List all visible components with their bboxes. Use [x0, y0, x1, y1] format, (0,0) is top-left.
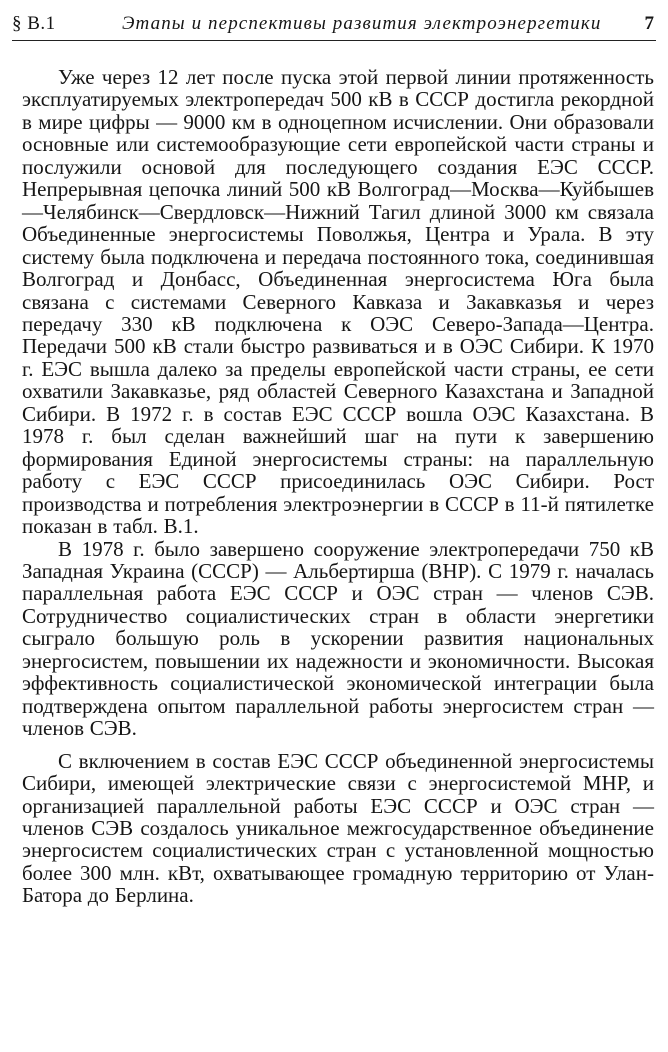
body-text — [22, 66, 654, 907]
paragraph-1: Уже через 12 лет после пуска этой первой линии протяженность эксплуатируемых электропередач 500 кВ в СССР достигла рекордной в мире цифры — 9000 км в одноцепном исчислении. Они образовали основные или системообразующие сети европейской части страны и послужили основой для последующего создания ЕЭС СССР. Непрерывная цепочка линий 500 кВ Волгоград—Москва—Куйбышев—Челябинск—Свердловск—Нижний Тагил длиной 3000 км связала Объединенные энергосистемы Поволжья, Центра и Урала. В эту систему была подключена и передача постоянного тока, соединившая Волгоград и Донбасс, Объединенная энергосистема Юга была связана с системами Северного Кавказа и Закавказья и через передачу 330 кВ подключена к ОЭС Северо-Запада—Центра. Передачи 500 кВ стали быстро развиваться и в ОЭС Сибири. К 1970 г. ЕЭС вышла далеко за пределы европейской части страны, ее сети охватили Закавказье, ряд областей Северного Казахстана и Западной Сибири. В 1972 г. в состав ЕЭС СССР вошла ОЭС Казахстана. В 1978 г. был сделан важнейший шаг на пути к завершению формирования Единой энергосистемы страны: на параллельную работу с ЕЭС СССР присоединилась ОЭС Сибири. Рост производства и потребления электроэнергии в СССР в 11-й пятилетке показан в табл. В.1. — [22, 65, 654, 539]
paragraph-2: В 1978 г. было завершено сооружение электропередачи 750 кВ Западная Украина (СССР) — Альбертирша (ВНР). С 1979 г. началась параллельная работа ЕЭС СССР и ОЭС стран — членов СЭВ. Сотрудничество социалистических стран в области энергетики сыграло большую роль в ускорении развития национальных энергосистем, повышении их надежности и экономичности. Высокая эффективность социалистической экономической интеграции была подтверждена опытом параллельной работы энергосистем стран — членов СЭВ. — [22, 536, 654, 741]
section-number: § В.1 — [12, 13, 56, 34]
running-header — [12, 12, 658, 36]
page-number: 7 — [644, 13, 654, 34]
header-rule — [12, 40, 656, 41]
paragraph-3: С включением в состав ЕЭС СССР объединенной энергосистемы Сибири, имеющей электрические связи с энергосистемой МНР, и организацией параллельной работы ЕЭС СССР и ОЭС стран — членов СЭВ создалось уникальное межгосударственное объединение энергосистем социалистических стран с установленной мощностью более 300 млн. кВт, охватывающее громадную территорию от Улан-Батора до Берлина. — [22, 748, 654, 908]
chapter-title: Этапы и перспективы развития электроэнергетики — [122, 13, 602, 34]
